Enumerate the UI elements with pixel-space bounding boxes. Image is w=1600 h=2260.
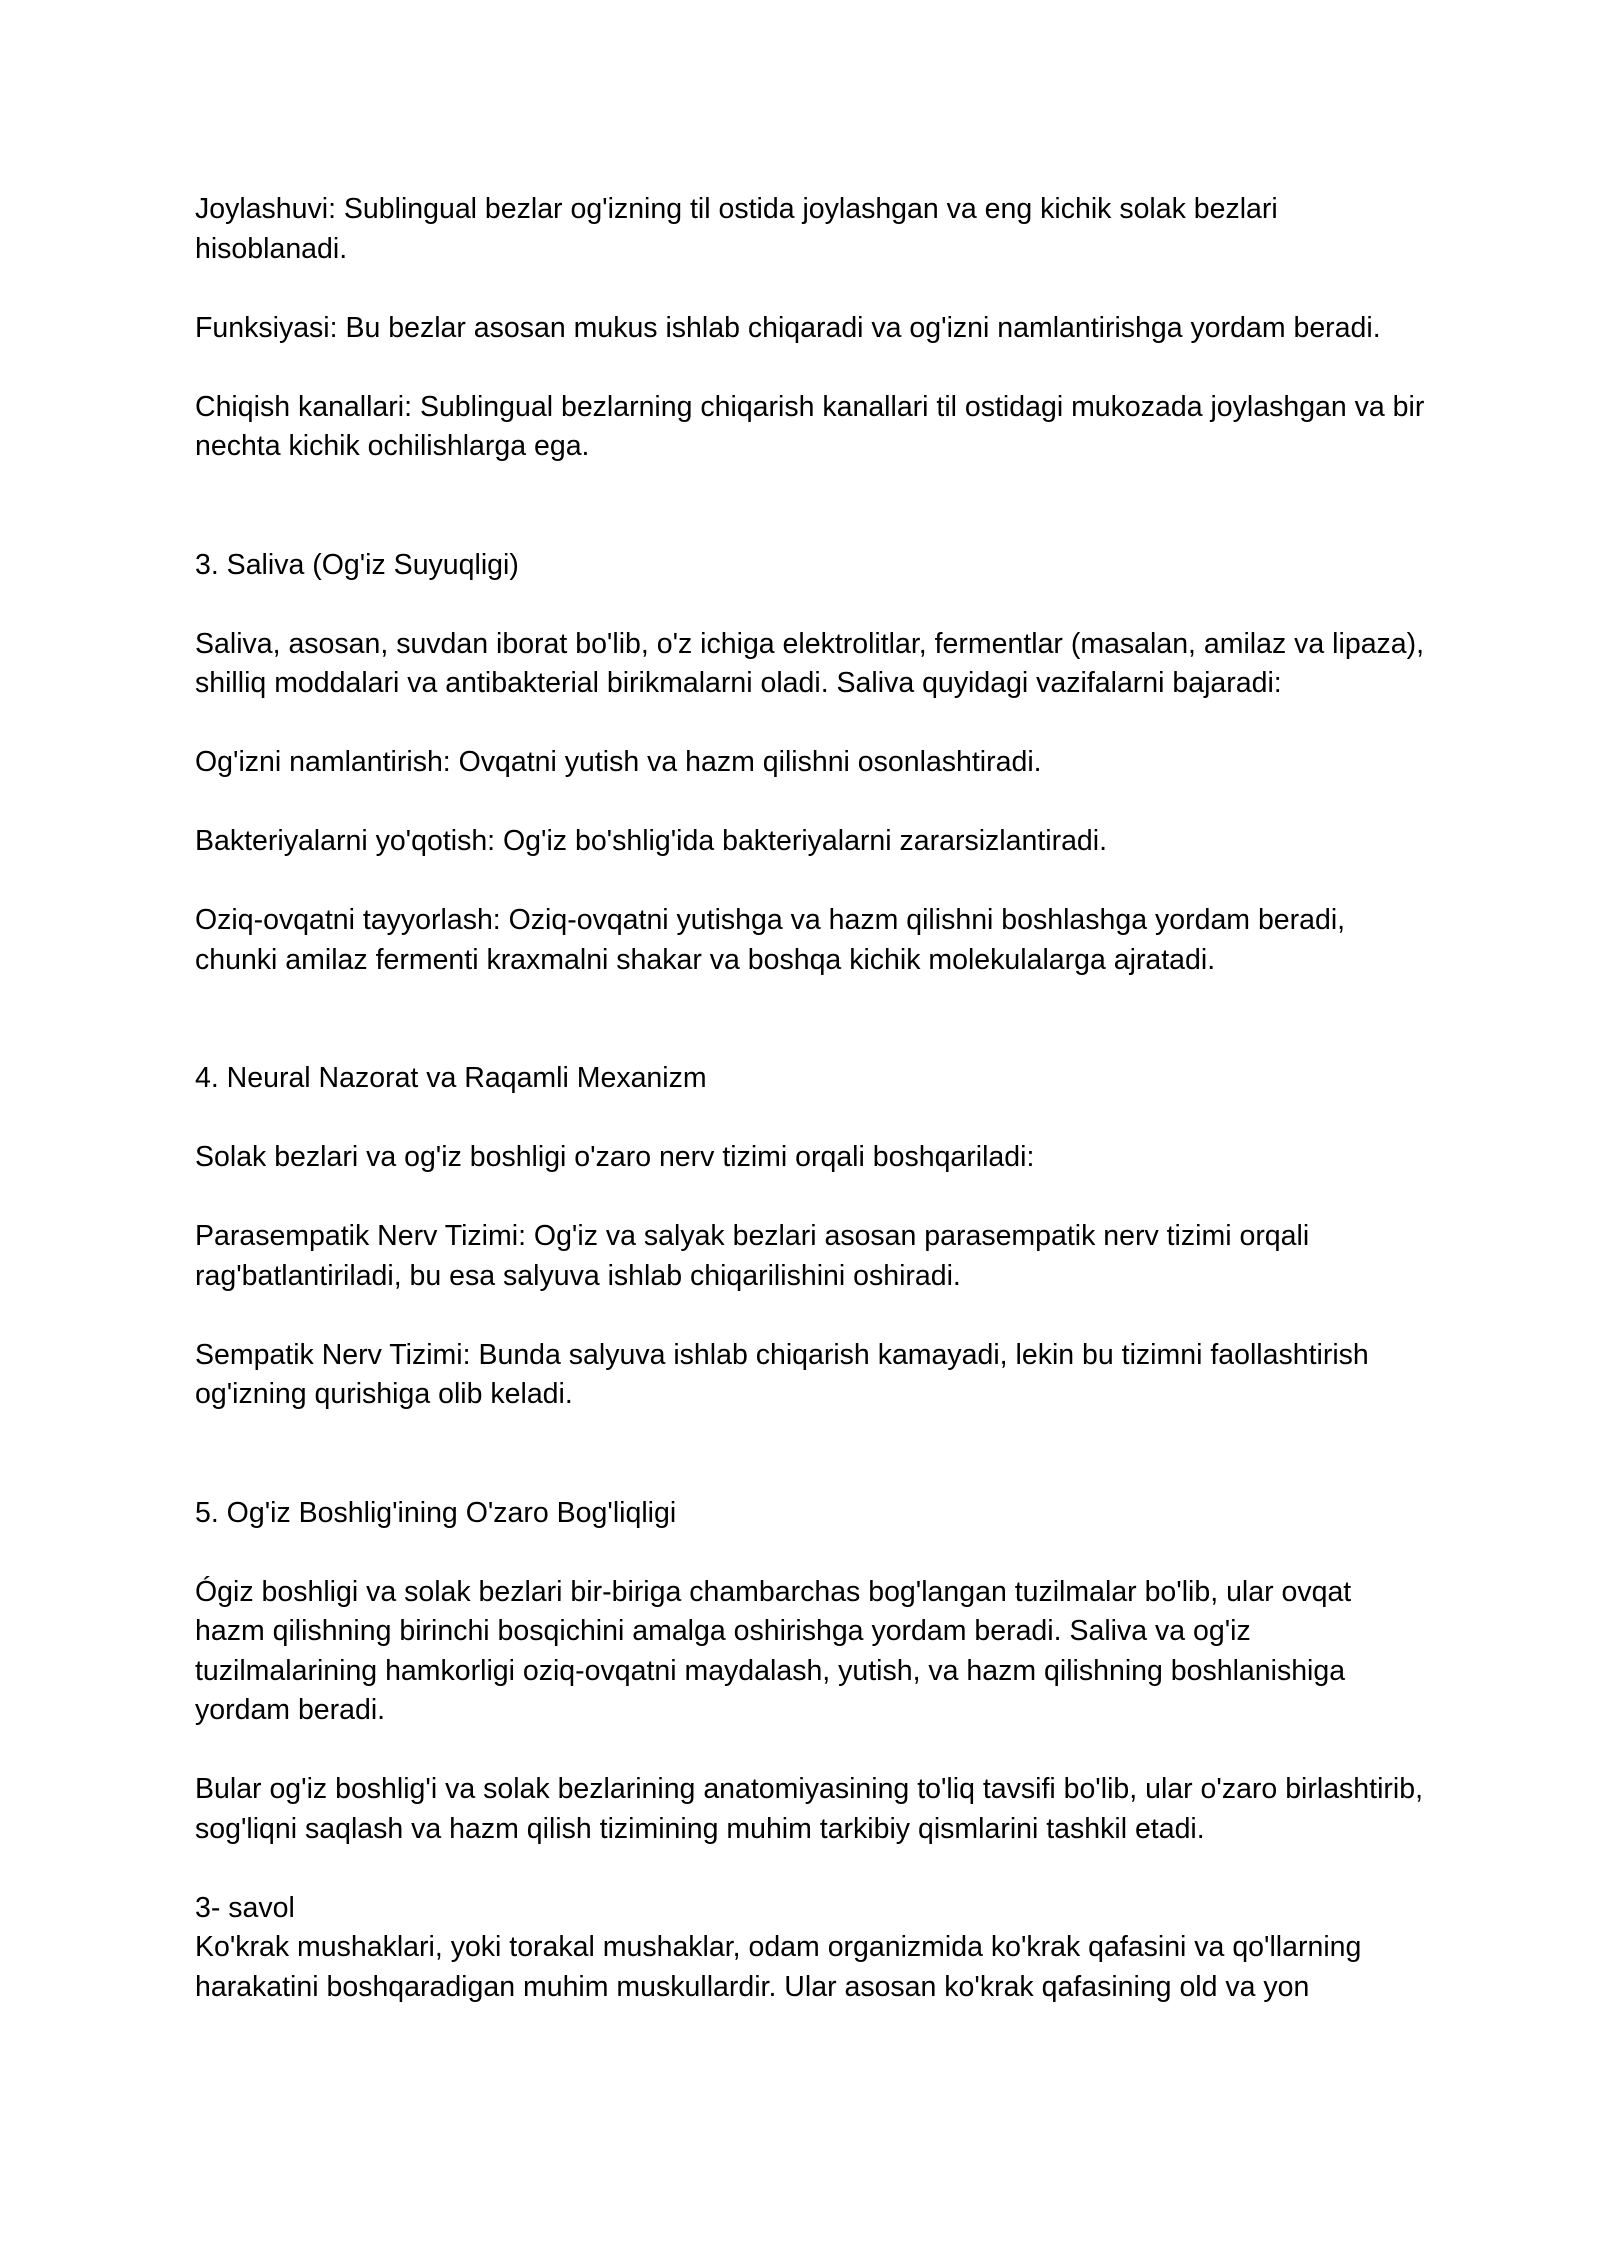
paragraph-funksiyasi: Funksiyasi: Bu bezlar asosan mukus ishlab chiqaradi va og'izni namlantirishga yordam beradi. (195, 311, 1381, 344)
document-page (195, 190, 1425, 2007)
paragraph-bakteriyalarni-yoqotish: Bakteriyalarni yo'qotish: Og'iz bo'shlig'ida bakteriyalarni zararsizlantiradi. (195, 825, 1108, 857)
paragraph-chiqish-kanallari: Chiqish kanallari: Sublingual bezlarning chiqarish kanallari til ostidagi mukozada joylashgan va bir nechta kichik ochilishlarga ega. (195, 390, 1425, 462)
paragraph-ogiz-boshligi: Ógiz boshligi va solak bezlari bir-biriga chambarchas bog'langan tuzilmalar bo'lib, ular ovqat hazm qilishning birinchi bosqichini amalga oshirishga yordam beradi. Saliva va og'iz tuzilmalarining hamkorligi oziq-ovqatni maydalash, yutish, va hazm qilishning boshlanishiga yordam beradi. (195, 1575, 1352, 1726)
paragraph-joylashuvi: Joylashuvi: Sublingual bezlar og'izning til ostida joylashgan va eng kichik solak bezlari hisoblanadi. (195, 193, 1278, 265)
paragraph-bular: Bular og'iz boshlig'i va solak bezlarining anatomiyasining to'liq tavsifi bo'lib, ular o'zaro birlashtirib, sog'liqni saqlash va hazm qilish tizimining muhim tarkibiy qismlarini tashkil etadi. (195, 1773, 1423, 1845)
section-heading-ozaro-bogliqligi: 5. Og'iz Boshlig'ining O'zaro Bog'liqligi (195, 1496, 677, 1529)
paragraph-nerv-tizimi-intro: Solak bezlari va og'iz boshligi o'zaro nerv tizimi orqali boshqariladi: (195, 1141, 1035, 1173)
paragraph-ogizni-namlantirish: Og'izni namlantirish: Ovqatni yutish va hazm qilishni osonlashtiradi. (195, 746, 1042, 778)
paragraph-sempatik: Sempatik Nerv Tizimi: Bunda salyuva ishlab chiqarish kamayadi, lekin bu tizimni faollashtirish og'izning qurishiga olib keladi. (195, 1338, 1369, 1410)
question-heading-3-savol: 3- savol (195, 1891, 295, 1924)
section-heading-saliva: 3. Saliva (Og'iz Suyuqligi) (195, 548, 519, 581)
paragraph-parasempatik: Parasempatik Nerv Tizimi: Og'iz va salyak bezlari asosan parasempatik nerv tizimi orqali rag'batlantiriladi, bu esa salyuva ishlab chiqarilishini oshiradi. (195, 1220, 1310, 1292)
paragraph-oziq-ovqatni-tayyorlash: Oziq-ovqatni tayyorlash: Oziq-ovqatni yutishga va hazm qilishni boshlashga yordam beradi, chunki amilaz fermenti kraxmalni shakar va boshqa kichik molekulalarga ajratadi. (195, 904, 1346, 976)
paragraph-kokrak-mushaklari: Ko'krak mushaklari, yoki torakal mushaklar, odam organizmida ko'krak qafasini va qo'llarning harakatini boshqaradigan muhim muskullardir. Ular asosan ko'krak qafasining old va yon (195, 1931, 1362, 2003)
paragraph-saliva-intro: Saliva, asosan, suvdan iborat bo'lib, o'z ichiga elektrolitlar, fermentlar (masalan, amilaz va lipaza), shilliq moddalari va antibakterial birikmalarni oladi. Saliva quyidagi vazifalarni bajaradi: (195, 627, 1425, 699)
section-heading-neural-nazorat: 4. Neural Nazorat va Raqamli Mexanizm (195, 1062, 707, 1094)
